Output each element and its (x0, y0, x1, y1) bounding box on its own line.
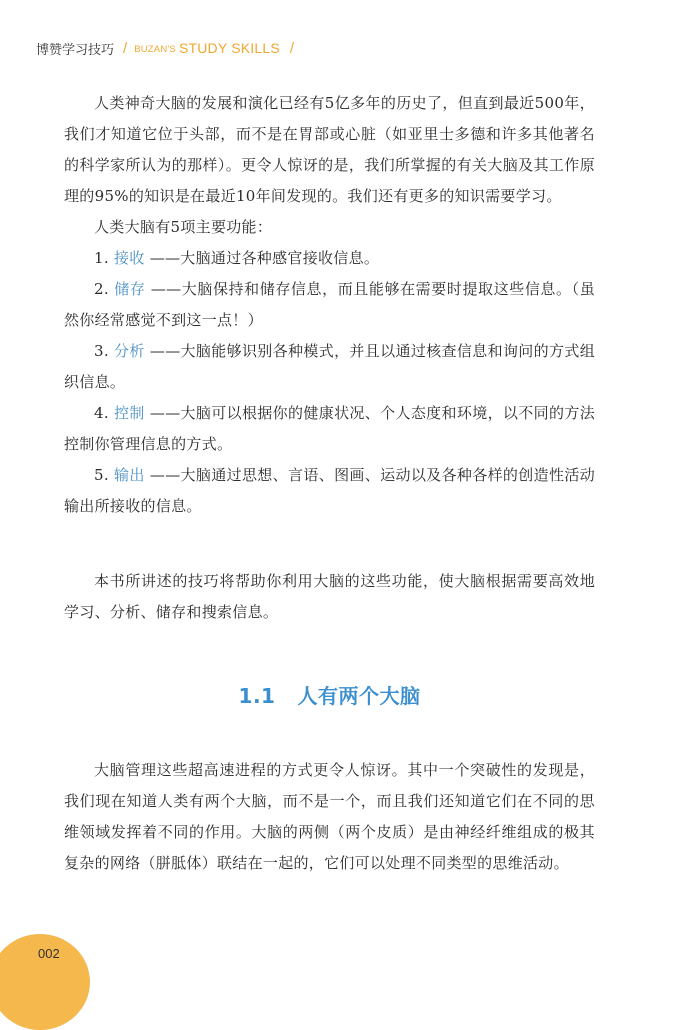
function-number: 5. (94, 466, 109, 484)
section-title: 人有两个大脑 (297, 684, 421, 708)
function-item (64, 336, 595, 398)
function-item (64, 460, 595, 522)
function-number: 4. (94, 404, 109, 422)
function-term: 控制 (114, 404, 145, 422)
function-item (64, 274, 595, 336)
function-term: 接收 (114, 249, 145, 267)
function-desc: ——大脑通过思想、言语、图画、运动以及各种各样的创造性活动输出所接收的信息。 (64, 466, 595, 515)
running-header (36, 36, 294, 60)
function-item (64, 243, 595, 274)
intro-paragraph: 人类神奇大脑的发展和演化已经有5亿多年的历史了，但直到最近500年，我们才知道它位于头部，而不是在胃部或心脏（如亚里士多德和许多其他著名的科学家所认为的那样）。更令人惊讶的是，我们所掌握的有关大脑及其工作原理的95%的知识是在最近10年间发现的。我们还有更多的知识需要学习。 (64, 94, 595, 205)
function-number: 1. (94, 249, 109, 267)
function-desc: ——大脑可以根据你的健康状况、个人态度和环境，以不同的方法控制你管理信息的方式。 (64, 404, 595, 453)
section-heading (64, 680, 595, 709)
function-desc: ——大脑能够识别各种模式，并且以通过核查信息和询问的方式组织信息。 (64, 342, 595, 391)
summary-paragraph: 本书所讲述的技巧将帮助你利用大脑的这些功能，使大脑根据需要高效地学习、分析、储存和搜索信息。 (64, 572, 595, 621)
page-number: 002 (38, 946, 60, 961)
paragraph-spacer (64, 522, 595, 566)
function-desc: ——大脑保持和储存信息，而且能够在需要时提取这些信息。（虽然你经常感觉不到这一点！） (64, 280, 596, 329)
series-title (134, 40, 280, 56)
section-number: 1.1 (238, 684, 276, 708)
page-body (64, 88, 595, 879)
series-title-small: BUZAN'S (134, 44, 176, 55)
functions-intro: 人类大脑有5项主要功能： (94, 218, 273, 236)
function-desc: ——大脑通过各种感官接收信息。 (149, 249, 380, 267)
section-paragraph: 大脑管理这些超高速进程的方式更令人惊讶。其中一个突破性的发现是，我们现在知道人类有两个大脑，而不是一个，而且我们还知道它们在不同的思维领域发挥着不同的作用。大脑的两侧（两个皮质）是由神经纤维组成的极其复杂的网络（胼胝体）联结在一起的，它们可以处理不同类型的思维活动。 (64, 761, 595, 872)
function-item (64, 398, 595, 460)
function-number: 3. (94, 342, 109, 360)
series-title-main: STUDY SKILLS (178, 40, 280, 56)
function-number: 2. (94, 280, 109, 298)
function-term: 储存 (114, 280, 146, 298)
function-term: 分析 (114, 342, 145, 360)
page-number-badge (0, 934, 90, 1030)
header-separator-end: / (289, 39, 295, 57)
function-term: 输出 (114, 466, 145, 484)
header-separator: / (123, 39, 128, 57)
book-title: 博赞学习技巧 (36, 42, 115, 58)
